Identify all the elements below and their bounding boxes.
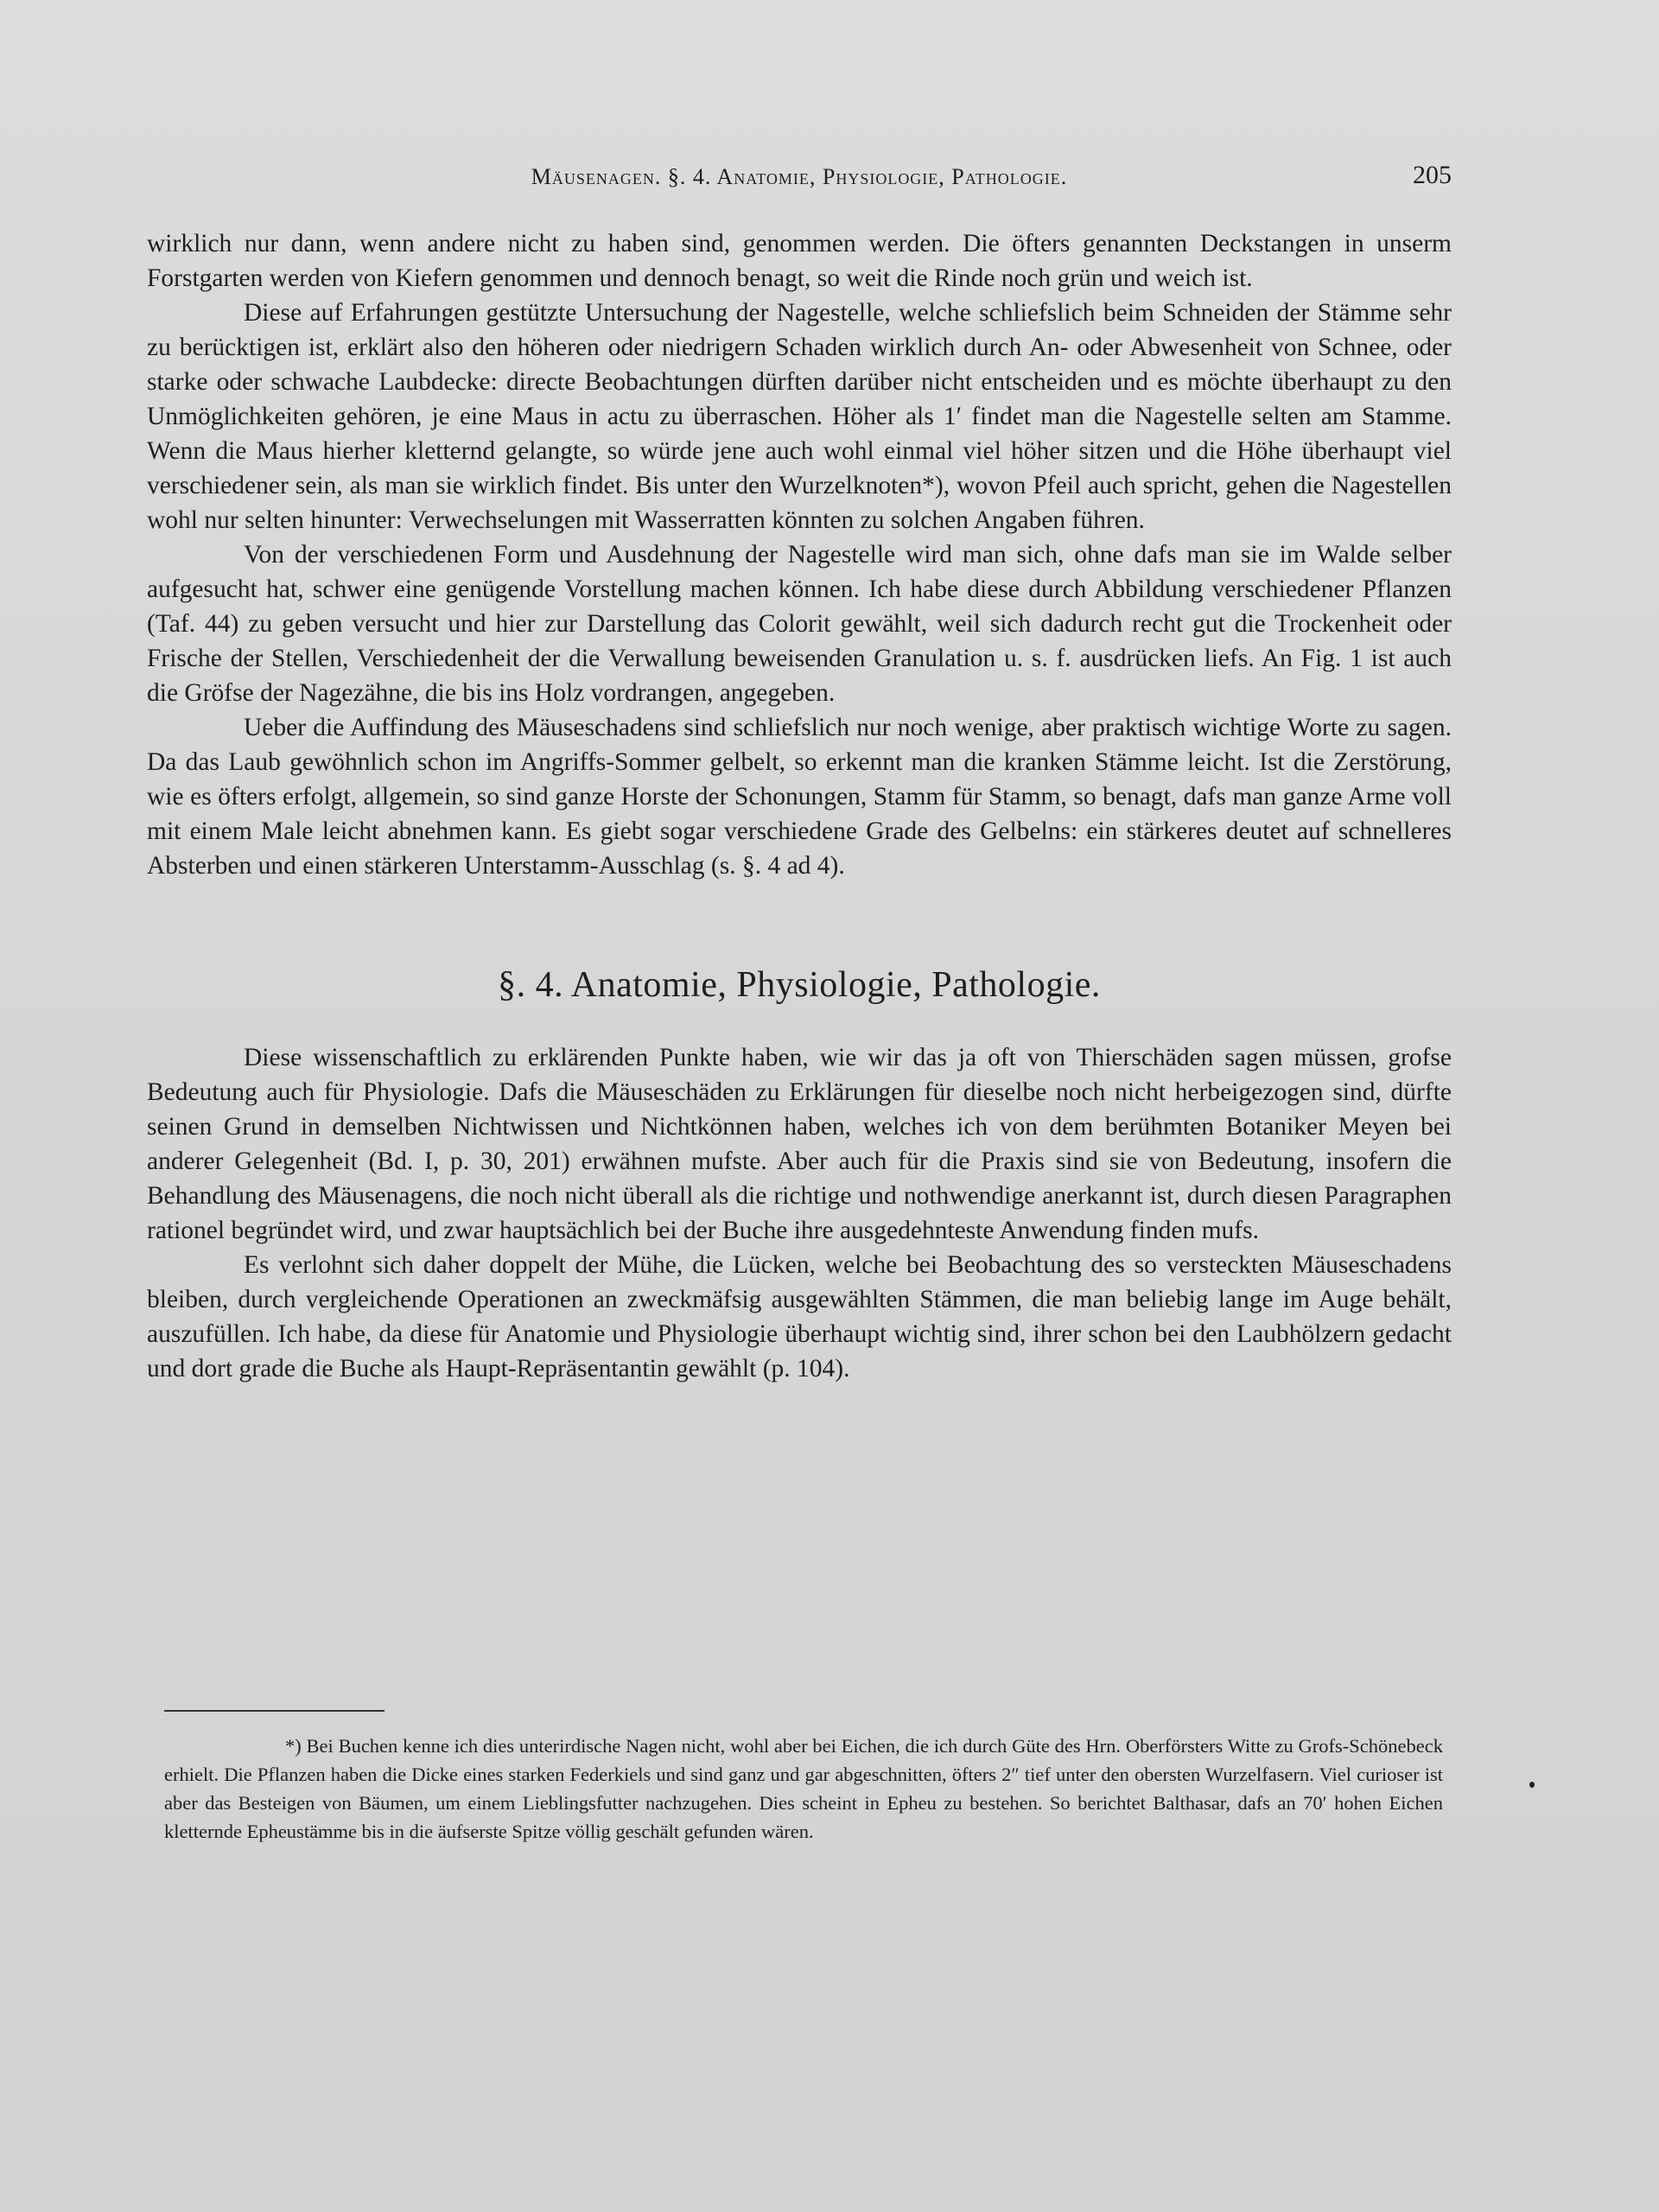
footnote-divider [164,1710,385,1712]
main-text [147,226,1452,1386]
paragraph-auffindung: Ueber die Auffindung des Mäuseschadens sind schliefslich nur noch wenige, aber praktisch wichtige Worte zu sagen. Da das Laub gewöhnlich schon im Angriffs-Sommer gelbelt, so erkennt man die kranken Stämme leicht. Ist die Zerstörung, wie es öfters erfolgt, allgemein, so sind ganze Horste der Schonungen, Stamm für Stamm, so benagt, dafs man ganze Arme voll mit einem Male leicht abnehmen kann. Es giebt sogar verschiedene Grade des Gelbelns: ein stärkeres deutet auf schnelleres Absterben und einen stärkeren Unterstamm-Ausschlag (s. §. 4 ad 4). [147,714,1452,880]
footnotes [164,1732,1443,1846]
section-paragraph-1: Diese wissenschaftlich zu erklärenden Punkte haben, wie wir das ja oft von Thierschäden sagen müssen, grofse Bedeutung auch für Physiologie. Dafs die Mäuseschäden zu Erklärungen für dieselbe noch nicht herbeigezogen sind, dürfte seinen Grund in demselben Nichtwissen und Nichtkönnen haben, welches ich von dem berühmten Botaniker Meyen bei anderer Gelegenheit (Bd. I, p. 30, 201) erwähnen mufste. Aber auch für die Praxis sind sie von Bedeutung, insofern die Behandlung des Mäusenagens, die noch nicht überall als die richtige und nothwendige anerkannt ist, durch diesen Paragraphen rationel begründet wird, und zwar hauptsächlich bei der Buche ihre ausgedehnteste Anwendung finden mufs. [147,1044,1452,1244]
running-title: Mäusenagen. §. 4. Anatomie, Physiologie, Pathologie. [531,164,1068,189]
footnote-wurzelknoten: *) Bei Buchen kenne ich dies unterirdische Nagen nicht, wohl aber bei Eichen, die ich durch Güte des Hrn. Oberförsters Witte zu Grofs-Schönebeck erhielt. Die Pflanzen haben die Dicke eines starken Federkiels und sind ganz und gar abgeschnitten, öfters 2″ tief unter den obersten Wurzelfasern. Viel curioser ist aber das Besteigen von Bäumen, um einem Lieblingsfutter nachzugehen. Dies scheint in Epheu zu bestehen. So berichtet Balthasar, dafs an 70′ hohen Eichen kletternde Epheustämme bis in die äufserste Spitze völlig geschält gefunden wären. [164,1735,1443,1842]
paragraph-form: Von der verschiedenen Form und Ausdehnung der Nagestelle wird man sich, ohne dafs man sie im Walde selber aufgesucht hat, schwer eine genügende Vorstellung machen können. Ich habe diese durch Abbildung verschiedener Pflanzen (Taf. 44) zu geben versucht und hier zur Darstellung das Colorit gewählt, weil sich dadurch recht gut die Trockenheit oder Frische der Stellen, Verschiedenheit der die Verwallung beweisenden Granulation u. s. f. ausdrücken liefs. An Fig. 1 ist auch die Gröfse der Nagezähne, die bis ins Holz vordrangen, angegeben. [147,541,1452,707]
ink-speck [1529,1782,1535,1788]
section-heading: §. 4. Anatomie, Physiologie, Pathologie. [498,965,1101,1005]
paragraph-continued: wirklich nur dann, wenn andere nicht zu haben sind, genommen werden. Die öfters genannten Deckstangen in unserm Forstgarten werden von Kiefern genommen und dennoch benagt, so weit die Rinde noch grün und weich ist. [147,230,1452,292]
section-paragraph-2: Es verlohnt sich daher doppelt der Mühe, die Lücken, welche bei Beobachtung des so versteckten Mäuseschadens bleiben, durch vergleichende Operationen an zweckmäfsig ausgewählten Stämmen, die man beliebig lange im Auge behält, auszufüllen. Ich habe, da diese für Anatomie und Physiologie überhaupt wichtig sind, ihrer schon bei den Laubhölzern gedacht und dort grade die Buche als Haupt-Repräsentantin gewählt (p. 104). [147,1251,1452,1382]
page-number: 205 [1413,161,1452,189]
page-header [147,161,1452,199]
paragraph-nagestelle: Diese auf Erfahrungen gestützte Untersuchung der Nagestelle, welche schliefslich beim Schneiden der Stämme sehr zu berücktigen ist, erklärt also den höheren oder niedrigern Schaden wirklich durch An- oder Abwesenheit von Schnee, oder starke oder schwache Laubdecke: directe Beobachtungen dürften darüber nicht entscheiden und es möchte überhaupt zu den Unmöglichkeiten gehören, je eine Maus in actu zu überraschen. Höher als 1′ findet man die Nagestelle selten am Stamme. Wenn die Maus hierher kletternd gelangte, so würde jene auch wohl einmal viel höher sitzen und die Höhe überhaupt viel verschiedener sein, als man sie wirklich findet. Bis unter den Wurzelknoten*), wovon Pfeil auch spricht, gehen die Nagestellen wohl nur selten hinunter: Verwechselungen mit Wasserratten könnten zu solchen Angaben führen. [147,299,1452,534]
